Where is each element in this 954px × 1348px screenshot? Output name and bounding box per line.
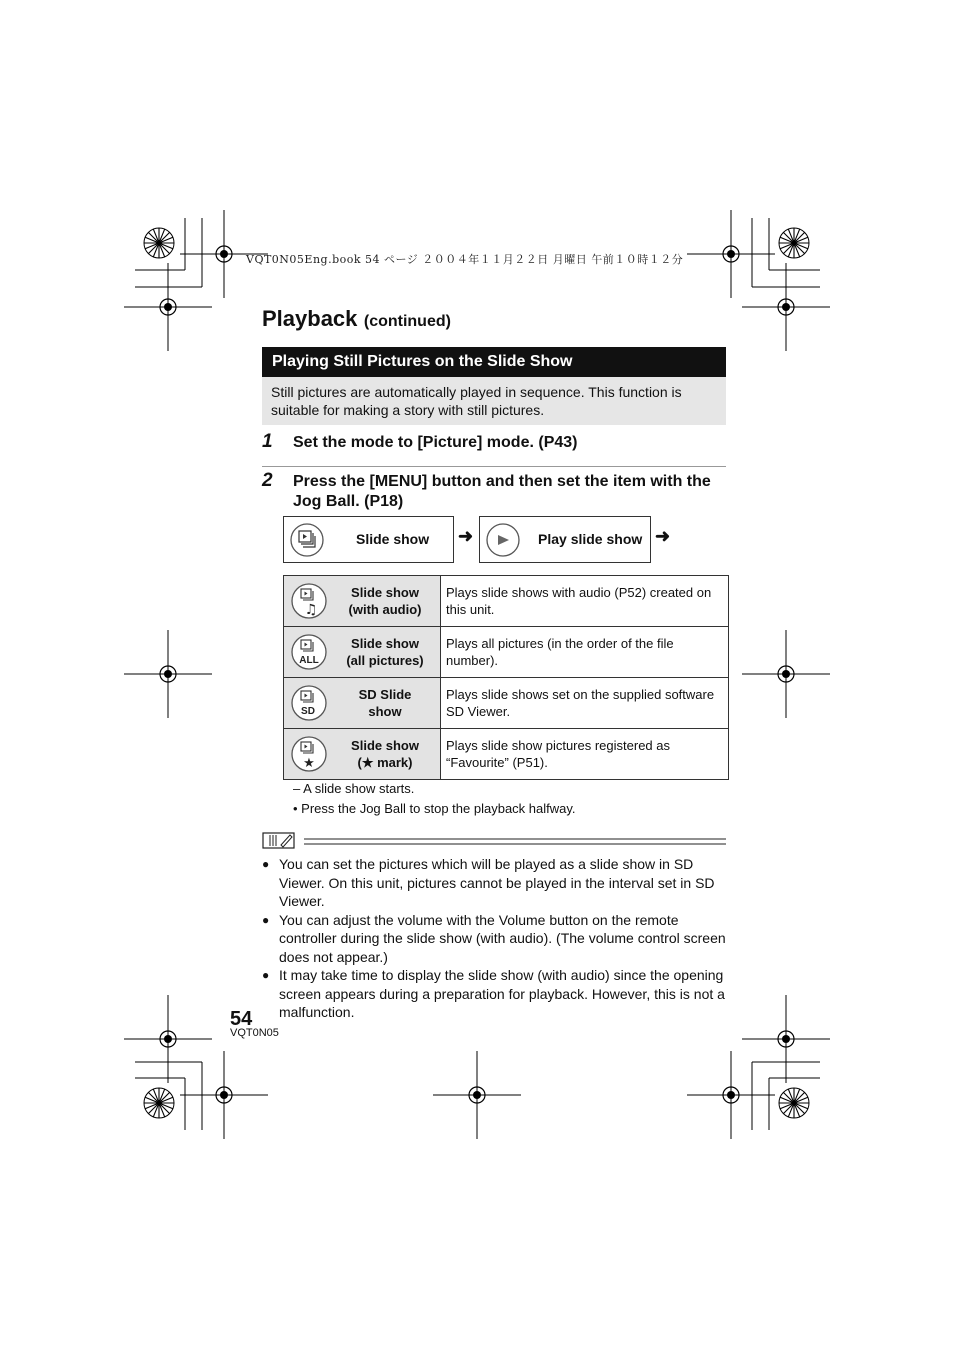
slide-show-options-table [283,575,729,780]
svg-text:♫: ♫ [304,602,318,618]
option-description: Plays slide shows set on the supplied software SD Viewer. [441,678,729,729]
list-item [262,966,732,1022]
step-2-text: Press the [MENU] button and then set the item with the Jog Ball. (P18) [293,473,711,510]
list-item [262,911,732,967]
step-2-number: 2 [262,470,273,491]
note-icon [263,833,294,848]
section-heading: Playing Still Pictures on the Slide Show [262,347,726,377]
menu-item-play-slide-show-label: Play slide show [538,531,643,547]
table-row [284,576,729,627]
stop-playback-note: • Press the Jog Ball to stop the playback halfway. [293,801,576,816]
slide-show-starts-note: – A slide show starts. [293,781,415,796]
option-description: Plays slide shows with audio (P52) created on this unit. [441,576,729,627]
option-name: Slide show (with audio) [348,585,422,617]
note-text: You can adjust the volume with the Volume button on the remote controller during the slide show (with audio). (The volume control screen does not appear.) [279,911,726,965]
arrow-icon: ➜ [655,526,671,546]
step-1-number: 1 [262,431,273,452]
option-name: Slide show (all pictures) [346,636,424,668]
step-divider [262,466,726,467]
play-icon [486,523,520,557]
title-main: Playback [262,306,358,331]
notes-header [262,832,726,850]
option-name: Slide show (★ mark) [351,738,419,770]
page-number: 54 [230,1008,253,1030]
option-description: Plays all pictures (in the order of the file number). [441,627,729,678]
menu-item-slide-show[interactable] [283,516,454,563]
svg-text:SD: SD [301,706,315,717]
step-1-text: Set the mode to [Picture] mode. (P43) [293,434,578,451]
slide-show-icon [290,523,324,557]
page-title [262,306,451,332]
menu-item-play-slide-show[interactable] [479,516,651,563]
section-intro: Still pictures are automatically played in sequence. This function is suitable for making a story with still pictures. [262,377,726,425]
bullet-icon: ● [262,857,270,871]
table-row [284,678,729,729]
sd-slide-show-icon [291,685,327,721]
list-item [262,855,732,911]
table-row [284,627,729,678]
note-text: You can set the pictures which will be played as a slide show in SD Viewer. On this unit, pictures cannot be played in the interval set in SD Viewer. [279,856,715,909]
arrow-icon: ➜ [458,526,474,546]
model-code: VQT0N05 [230,1027,279,1039]
slide-show-all-icon [291,634,327,670]
print-header-line: VQT0N05Eng.book 54 ページ ２００４年１１月２２日 月曜日 午前１０時１２分 [246,253,684,266]
option-slide-show-audio[interactable] [284,576,441,627]
option-slide-show-star[interactable] [284,729,441,780]
slide-show-star-icon [291,736,327,772]
notes-list [262,855,732,1022]
table-row [284,729,729,780]
slide-show-audio-icon [291,583,327,619]
option-description: Plays slide show pictures registered as “Favourite” (P51). [441,729,729,780]
svg-text:ALL: ALL [299,655,319,666]
note-text: It may take time to display the slide show (with audio) since the opening screen appears during a preparation for playback. However, this is not a malfunction. [279,967,725,1020]
option-name: SD Slide show [358,687,412,719]
bullet-icon: ● [262,968,270,982]
option-sd-slide-show[interactable] [284,678,441,729]
title-continued: (continued) [363,313,451,330]
bullet-icon: ● [262,912,270,927]
option-slide-show-all[interactable] [284,627,441,678]
svg-text:★: ★ [303,756,315,771]
menu-item-slide-show-label: Slide show [356,531,430,547]
